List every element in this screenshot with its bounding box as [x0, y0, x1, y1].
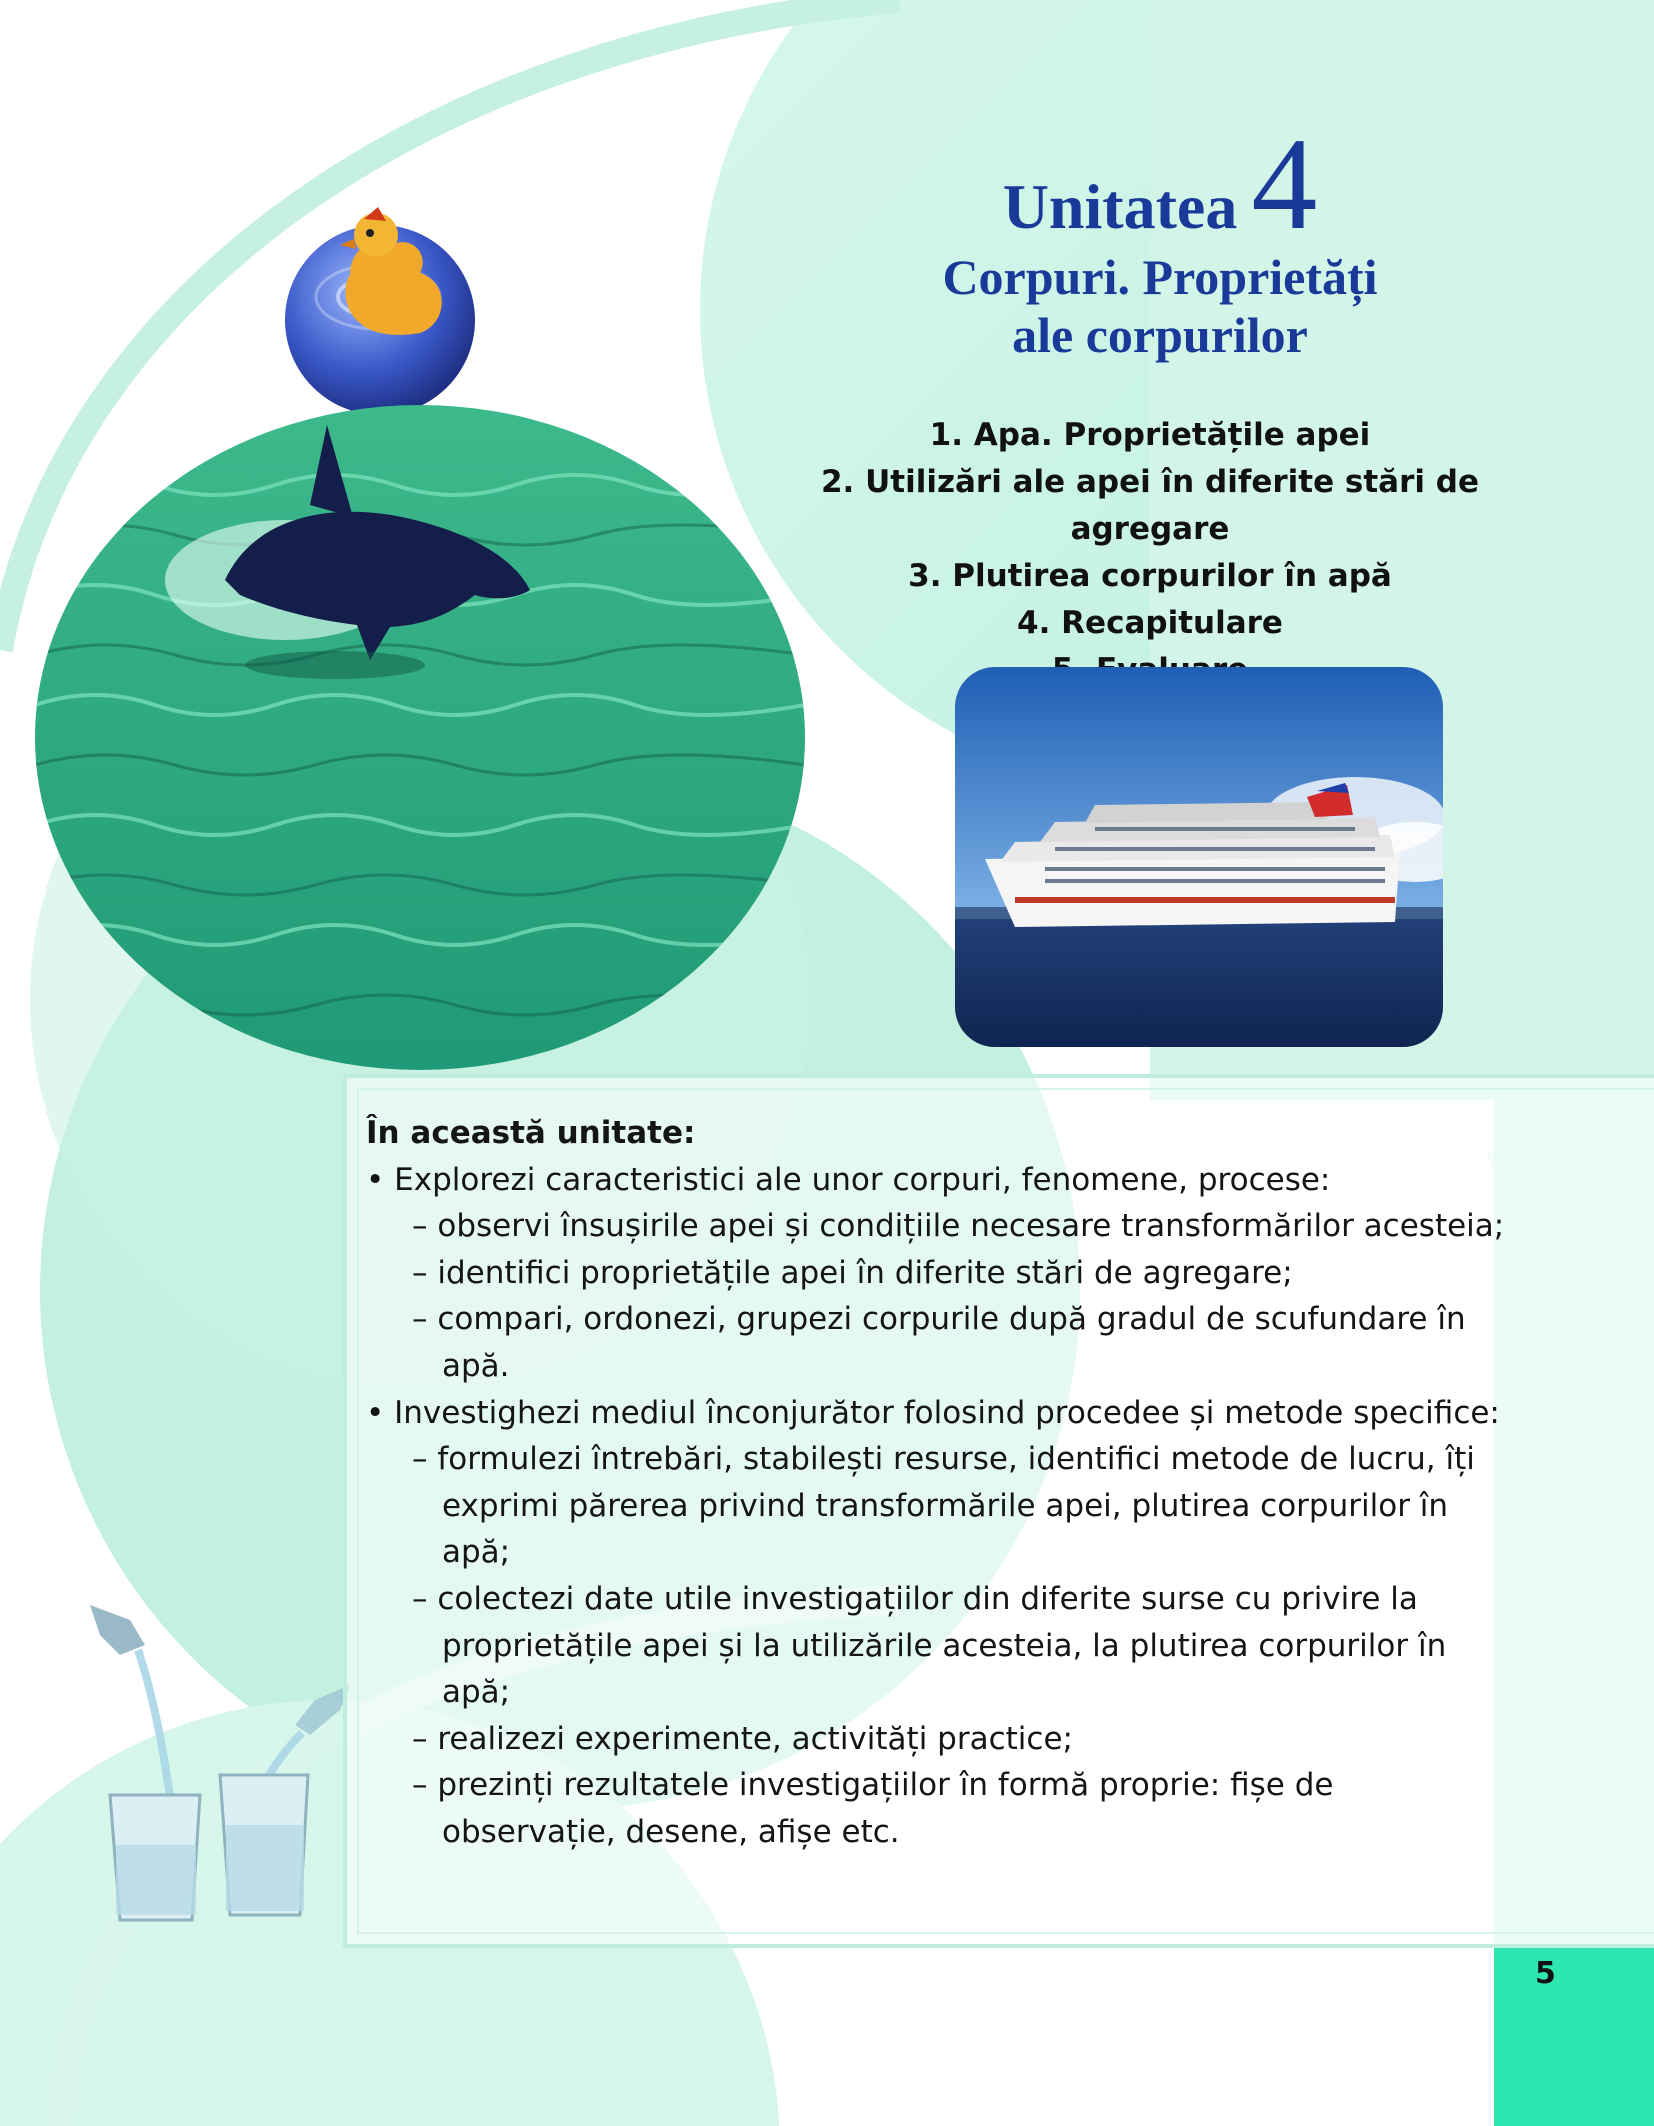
lesson-item: 4. Recapitulare	[1017, 605, 1283, 641]
rubber-duck-icon	[280, 205, 480, 420]
objective-bullet: • Investighezi mediul înconjurător folosind procedee și metode specifice:	[366, 1394, 1500, 1431]
unit-subtitle-line-1: Corpuri. Proprietăți	[942, 249, 1378, 305]
lesson-item: 3. Plutirea corpurilor în apă	[908, 558, 1392, 594]
page-number-tab	[1494, 1948, 1654, 2126]
unit-number: 4	[1251, 110, 1318, 257]
lesson-item: 2. Utilizări ale apei în diferite stări de agregare	[820, 464, 1480, 547]
objective-sub-item: – compari, ordonezi, grupezi corpurile după gradul de scufundare în apă.	[412, 1301, 1466, 1384]
lesson-item: 1. Apa. Proprietățile apei	[929, 417, 1371, 453]
water-glasses-photo	[80, 1595, 370, 1930]
objective-sub-item: – identifici proprietățile apei în diferite stări de agregare;	[412, 1254, 1293, 1291]
objectives-section	[366, 1110, 1516, 1856]
lesson-list	[740, 412, 1560, 694]
objective-sub-item: – realizezi experimente, activități practice;	[412, 1720, 1073, 1757]
unit-title	[880, 110, 1440, 366]
objective-bullet: • Explorezi caracteristici ale unor corpuri, fenomene, procese:	[366, 1161, 1331, 1198]
dolphin-photo	[35, 405, 805, 1070]
objective-sub-item: – formulezi întrebări, stabilești resurse, identifici metode de lucru, îți exprimi părerea privind transformările apei, plutirea corpurilor în apă;	[412, 1441, 1475, 1571]
objectives-heading: În această unitate:	[366, 1115, 696, 1151]
unit-label: Unitatea	[1002, 171, 1238, 242]
objective-sub-item: – colectezi date utile investigațiilor din diferite surse cu privire la proprietățile apei și la utilizările acesteia, la plutirea corpurilor în apă;	[412, 1580, 1447, 1711]
cruise-ship-photo	[955, 667, 1443, 1047]
unit-subtitle-line-2: ale corpurilor	[1012, 307, 1308, 363]
objective-sub-item: – prezinți rezultatele investigațiilor în formă proprie: fișe de observație, desene, afișe etc.	[412, 1767, 1334, 1850]
objective-sub-item: – observi însușirile apei și condițiile necesare transformărilor acesteia;	[412, 1208, 1505, 1245]
page-number: 5	[1535, 1956, 1556, 1991]
